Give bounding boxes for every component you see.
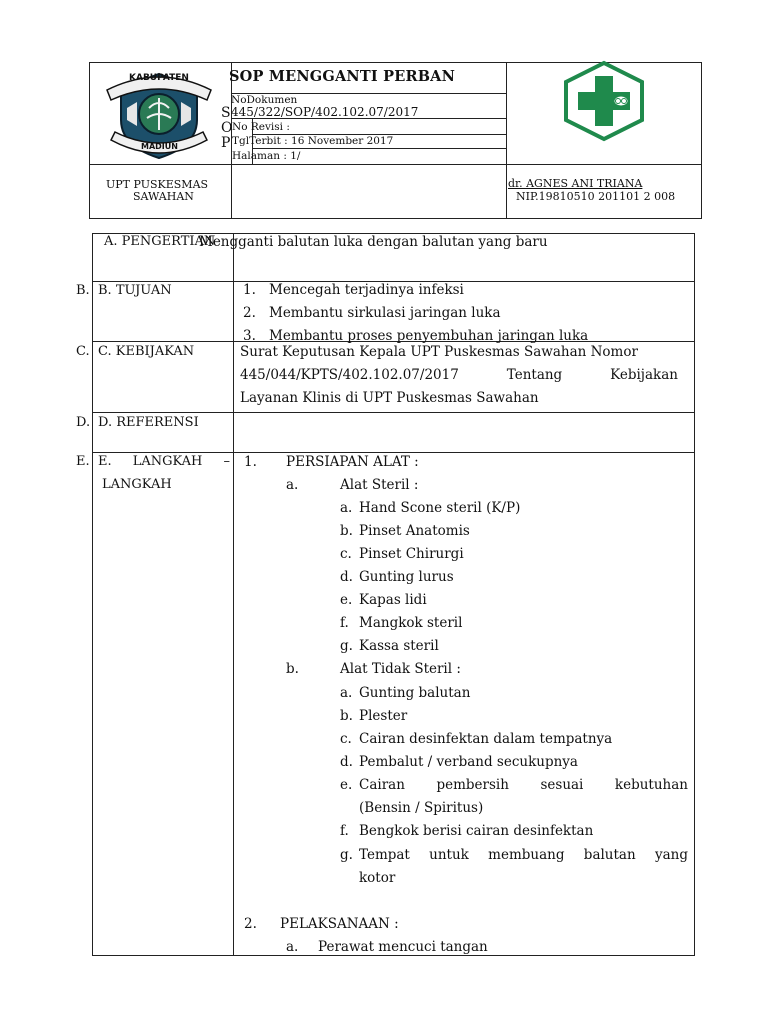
- tujuan-item-3: Membantu proses penyembuhan jaringan luka: [269, 328, 589, 344]
- tidak-steril-item-e-line-1: [359, 777, 688, 793]
- tidak-steril-item-a-letter: a.: [340, 685, 353, 701]
- kebijakan-line-3: Layanan Klinis di UPT Puskesmas Sawahan: [240, 390, 539, 406]
- head-nip: NIP.19810510 201101 2 008: [516, 190, 676, 203]
- tidak-steril-item-b-letter: b.: [340, 708, 353, 724]
- referensi-label: D. REFERENSI: [98, 415, 199, 430]
- sop-letter-s: S: [221, 105, 231, 121]
- kebijakan-line-2-word-2: Tentang: [506, 367, 563, 383]
- tidak-steril-item-c: Cairan desinfektan dalam tempatnya: [359, 731, 613, 747]
- tidak-steril-item-e-letter: e.: [340, 777, 353, 793]
- kebijakan-line-2: [240, 367, 678, 383]
- steril-item-b-letter: b.: [340, 523, 353, 539]
- pelaksanaan-heading: PELAKSANAAN :: [280, 916, 399, 932]
- pengertian-content: Mengganti balutan luka dengan balutan yang baru: [199, 234, 548, 250]
- pengertian-label: A. PENGERTIAN: [104, 234, 216, 249]
- alat-steril-letter: a.: [286, 477, 299, 493]
- tidak-steril-item-g-letter: g.: [340, 847, 353, 863]
- tujuan-outer-letter: B.: [76, 283, 90, 298]
- tidak-steril-item-g-word-1: Tempat: [359, 847, 410, 863]
- tidak-steril-item-d-letter: d.: [340, 754, 353, 770]
- steril-item-d: Gunting lurus: [359, 569, 454, 585]
- tidak-steril-item-e-word-1: Cairan: [359, 777, 405, 793]
- sop-letter-o: O: [221, 120, 233, 136]
- alat-tidak-steril-letter: b.: [286, 661, 299, 677]
- kebijakan-outer-letter: C.: [76, 344, 90, 359]
- head-name: dr. AGNES ANI TRIANA: [508, 177, 643, 190]
- referensi-outer-letter: D.: [76, 415, 91, 430]
- steril-item-d-letter: d.: [340, 569, 353, 585]
- tidak-steril-item-a: Gunting balutan: [359, 685, 471, 701]
- logo-text-top: KABUPATEN: [129, 73, 189, 83]
- kebijakan-line-1: Surat Keputusan Kepala UPT Puskesmas Sawahan Nomor: [240, 344, 638, 360]
- org-name-line1: UPT PUSKESMAS: [106, 178, 209, 191]
- tujuan-item-2: Membantu sirkulasi jaringan luka: [269, 305, 501, 321]
- kabupaten-madiun-logo: [103, 68, 215, 160]
- tidak-steril-item-g-word-5: yang: [654, 847, 688, 863]
- sop-letter-p: P: [221, 135, 231, 151]
- logo-text-bottom: MADIUN: [141, 142, 178, 151]
- tidak-steril-item-g-line-2: kotor: [359, 870, 396, 886]
- langkah-label-word-1: E.: [98, 454, 112, 469]
- revision-number: No Revisi :: [232, 121, 290, 133]
- page-number: Halaman : 1/: [232, 150, 301, 162]
- persiapan-heading: PERSIAPAN ALAT :: [286, 454, 419, 470]
- tujuan-item-2-number: 2.: [243, 305, 256, 321]
- tidak-steril-item-b: Plester: [359, 708, 408, 724]
- tidak-steril-item-g-word-3: membuang: [488, 847, 565, 863]
- pelaksanaan-item-a-letter: a.: [286, 939, 299, 955]
- tidak-steril-item-e-line-2: (Bensin / Spiritus): [359, 800, 484, 816]
- langkah-outer-letter: E.: [76, 454, 90, 469]
- steril-item-b: Pinset Anatomis: [359, 523, 470, 539]
- steril-item-f: Mangkok steril: [359, 615, 463, 631]
- doc-number-label: NoDokumen: [231, 94, 298, 106]
- doc-number-value: 445/322/SOP/402.102.07/2017: [231, 105, 419, 119]
- tidak-steril-item-e-word-3: sesuai: [540, 777, 584, 793]
- document-title: SOP MENGGANTI PERBAN: [229, 68, 456, 85]
- alat-tidak-steril-heading: Alat Tidak Steril :: [340, 661, 461, 677]
- steril-item-c: Pinset Chirurgi: [359, 546, 464, 562]
- steril-item-e-letter: e.: [340, 592, 353, 608]
- issue-date: TglTerbit : 16 November 2017: [232, 135, 394, 147]
- langkah-label-word-3: –: [223, 454, 230, 469]
- langkah-label-word-2: LANGKAH: [132, 454, 203, 469]
- persiapan-number: 1.: [244, 454, 257, 470]
- tidak-steril-item-c-letter: c.: [340, 731, 352, 747]
- tujuan-item-1: Mencegah terjadinya infeksi: [269, 282, 464, 298]
- tidak-steril-item-f: Bengkok berisi cairan desinfektan: [359, 823, 594, 839]
- tidak-steril-item-d: Pembalut / verband secukupnya: [359, 754, 578, 770]
- kebijakan-label: C. KEBIJAKAN: [98, 344, 195, 359]
- steril-item-a: Hand Scone steril (K/P): [359, 500, 521, 516]
- steril-item-f-letter: f.: [340, 615, 349, 631]
- steril-item-e: Kapas lidi: [359, 592, 427, 608]
- tidak-steril-item-e-word-4: kebutuhan: [614, 777, 688, 793]
- tidak-steril-item-g-word-2: untuk: [429, 847, 469, 863]
- tidak-steril-item-f-letter: f.: [340, 823, 349, 839]
- tidak-steril-item-g-line-1: [359, 847, 688, 863]
- org-name-line2: SAWAHAN: [133, 190, 194, 203]
- tidak-steril-item-g-word-4: balutan: [583, 847, 636, 863]
- tidak-steril-item-e-word-2: pembersih: [436, 777, 509, 793]
- pelaksanaan-item-a: Perawat mencuci tangan: [318, 939, 488, 955]
- kebijakan-line-2-word-3: Kebijakan: [610, 367, 678, 383]
- tujuan-item-1-number: 1.: [243, 282, 256, 298]
- kebijakan-line-2-word-1: 445/044/KPTS/402.102.07/2017: [240, 367, 459, 383]
- steril-item-a-letter: a.: [340, 500, 353, 516]
- langkah-label-line-2: LANGKAH: [102, 477, 172, 492]
- steril-item-g: Kassa steril: [359, 638, 439, 654]
- alat-steril-heading: Alat Steril :: [340, 477, 419, 493]
- puskesmas-logo: [562, 60, 646, 142]
- tujuan-item-3-number: 3.: [243, 328, 256, 344]
- steril-item-c-letter: c.: [340, 546, 352, 562]
- pelaksanaan-number: 2.: [244, 916, 257, 932]
- steril-item-g-letter: g.: [340, 638, 353, 654]
- langkah-label-line-1: [98, 454, 230, 470]
- tujuan-label: B. TUJUAN: [98, 283, 172, 298]
